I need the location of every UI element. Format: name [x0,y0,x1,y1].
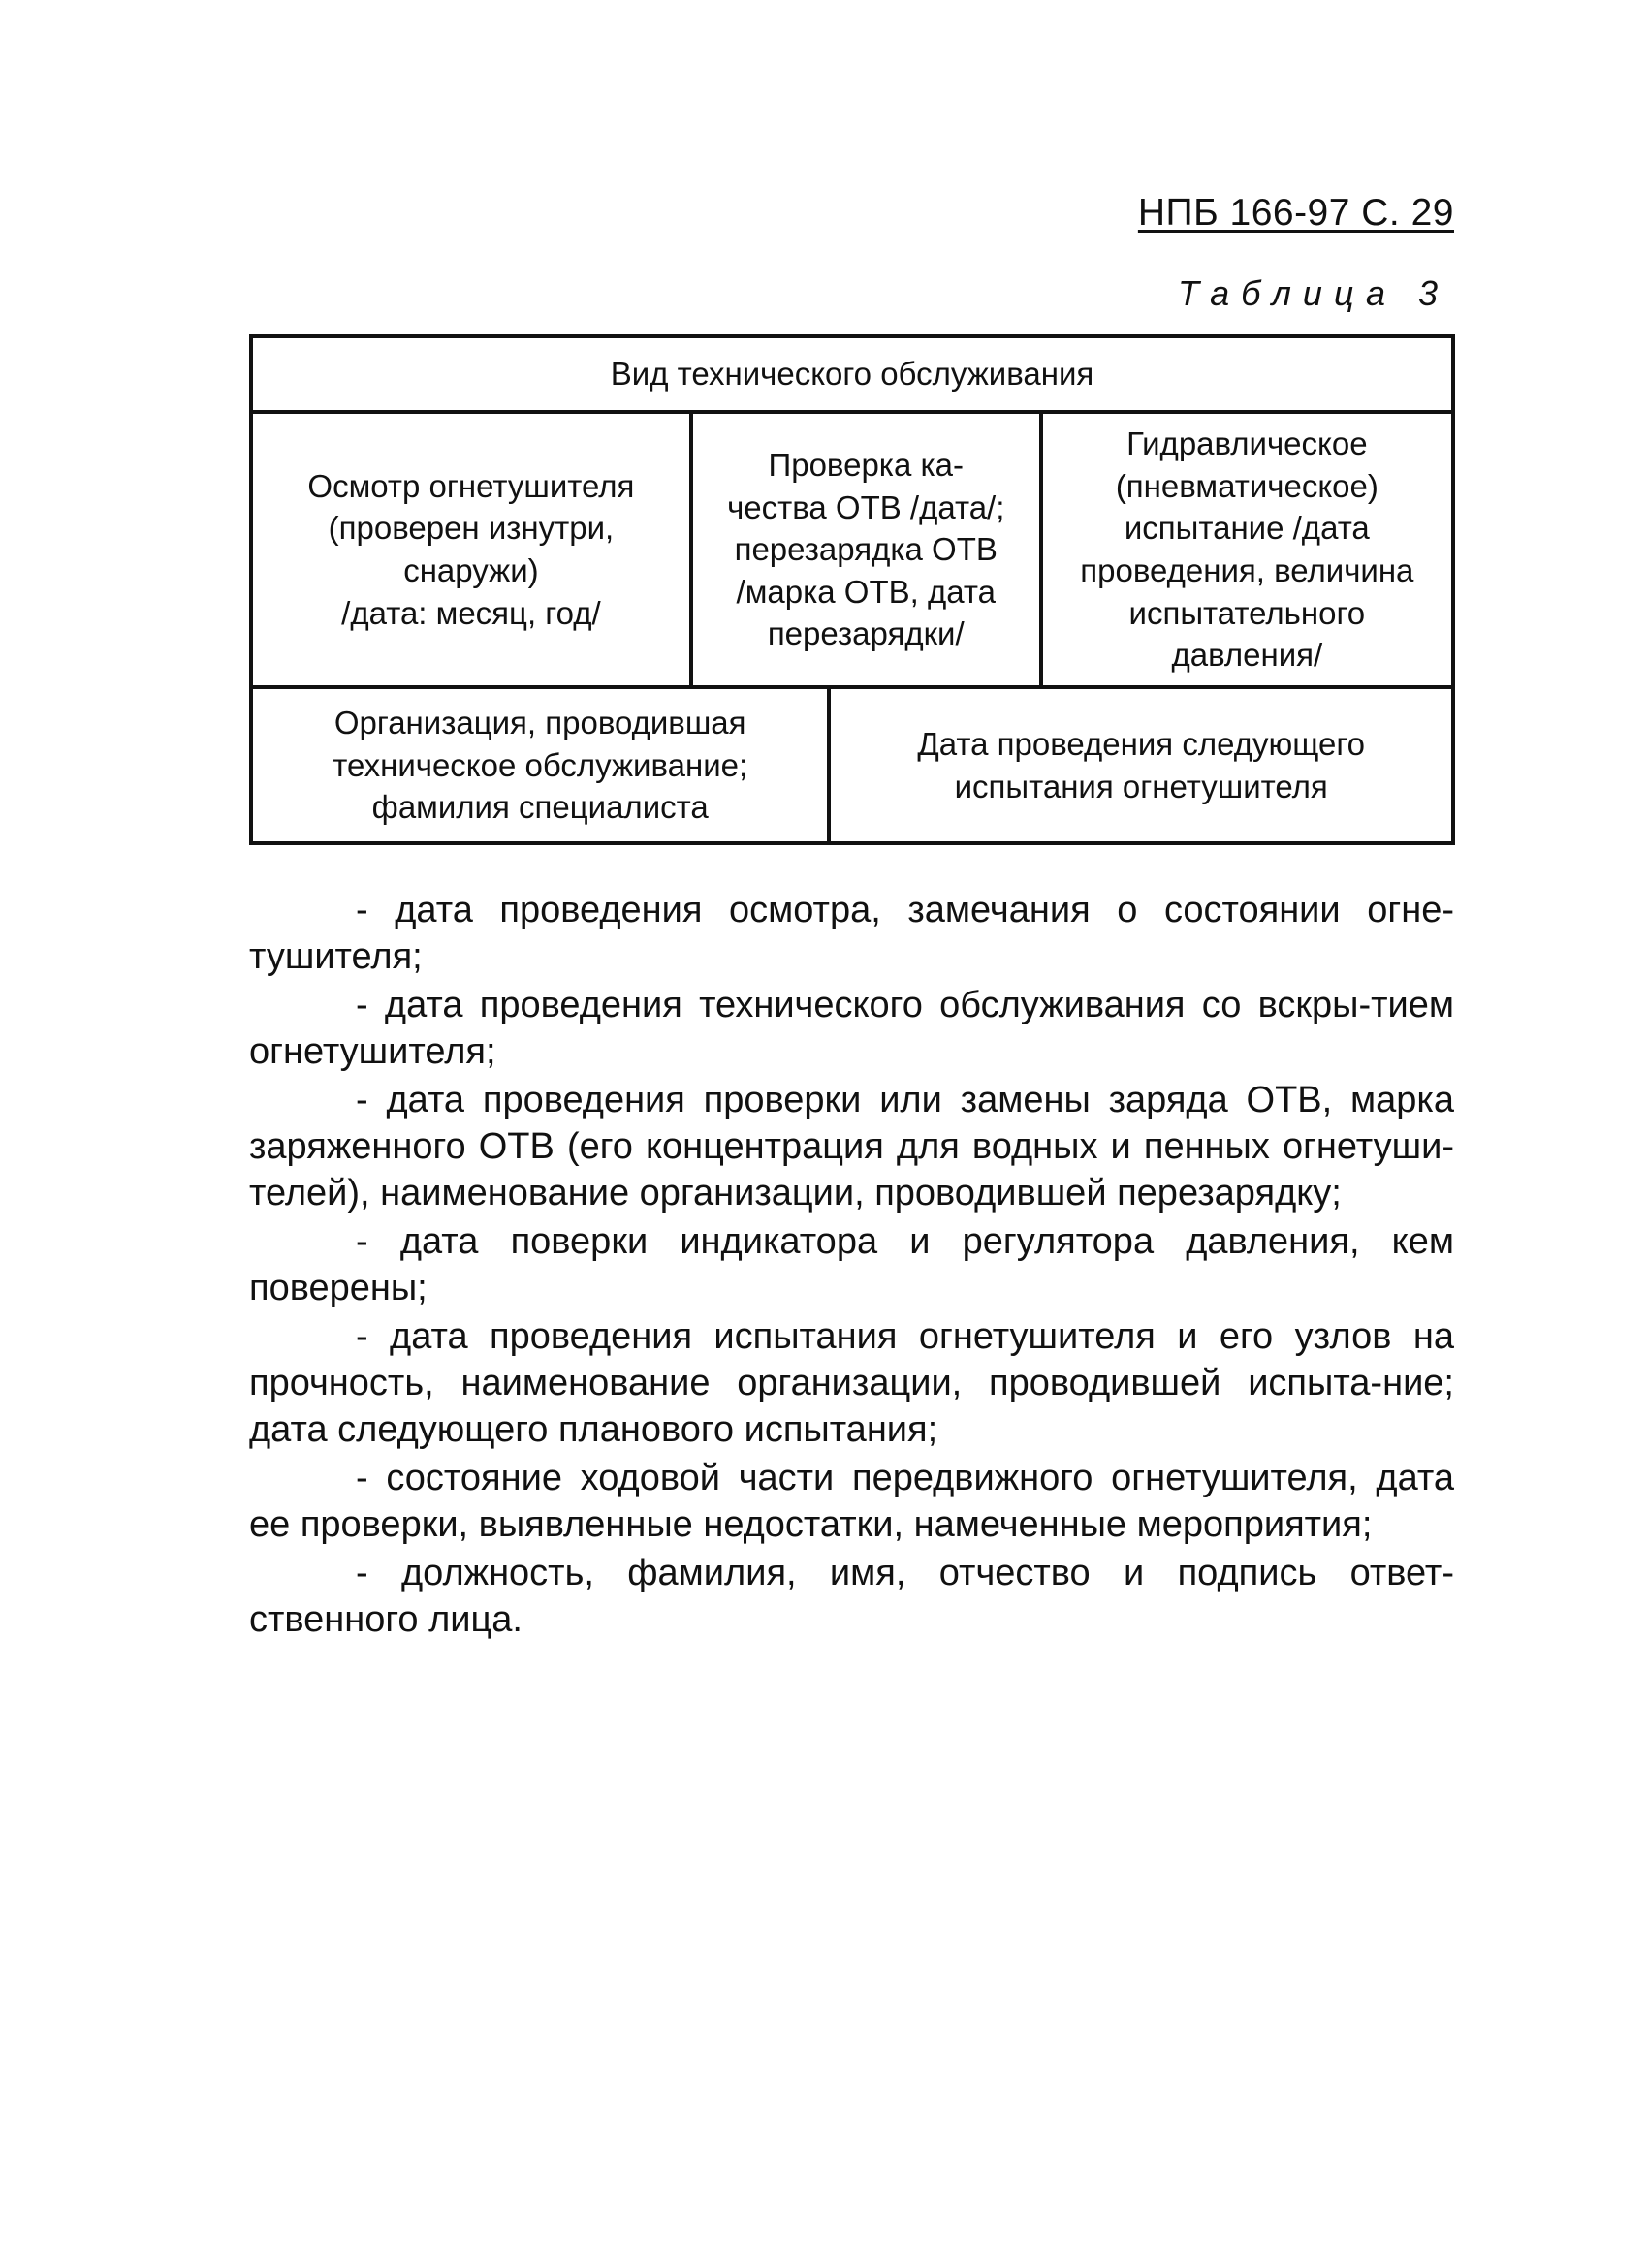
cell-line: фамилия специалиста [371,789,709,826]
list-item: - дата проведения технического обслуживания со вскры-тием огнетушителя; [249,985,1454,1072]
cell-line: /марка ОТВ, дата [736,573,996,610]
cell-line: Дата проведения следующего [917,725,1366,762]
list-item: - дата проведения испытания огнетушителя и его узлов на прочность, наименование организации, проводившей испыта-ние; дата следующего планового испытания; [249,1316,1454,1450]
list-item: - дата поверки индикатора и регулятора давления, кем поверены; [249,1221,1454,1308]
cell-line: давления/ [1171,637,1323,674]
list-item: - должность, фамилия, имя, отчество и подпись ответ-ственного лица. [249,1553,1454,1640]
list-item: - дата проведения проверки или замены заряда ОТВ, марка заряженного ОТВ (его концентрация для водных и пенных огнетуши-телей), наименование организации, проводившей перезарядку; [249,1080,1454,1213]
cell-recharge-check [691,412,1041,687]
cell-hydraulic-test [1041,412,1453,687]
cell-line: (проверен изнутри, [328,510,615,547]
cell-next-test-date [829,687,1453,843]
table-header-cell: Вид технического обслуживания [251,336,1453,412]
table-row [251,412,1453,687]
cell-line: Гидравлическое [1126,425,1368,462]
cell-inspection [251,412,691,687]
cell-line: /дата: месяц, год/ [341,594,601,631]
cell-line: перезарядки/ [767,615,965,652]
cell-line: перезарядка ОТВ [734,531,998,568]
maintenance-table [249,334,1455,845]
cell-line: Осмотр огнетушителя [307,467,635,504]
cell-line: техническое обслуживание; [333,746,748,783]
table-label: Таблица 3 [1177,273,1449,313]
cell-line: испытательного [1128,594,1366,631]
list-item: - состояние ходовой части передвижного огнетушителя, дата ее проверки, выявленные недостатки, намеченные мероприятия; [249,1458,1454,1545]
cell-line: снаружи) [403,552,539,588]
cell-line: Проверка ка- [768,447,964,484]
page-header: НПБ 166-97 С. 29 [1137,192,1454,234]
body-text [249,887,1454,1645]
cell-line: Организация, проводившая [333,705,746,741]
table-row [251,687,1453,843]
cell-line: испытания огнетушителя [954,768,1328,804]
cell-line: испытание /дата [1124,510,1370,547]
cell-line: проведения, величина [1080,552,1414,588]
table-header-row [251,336,1453,412]
cell-organization [251,687,829,843]
cell-line: (пневматическое) [1115,467,1379,504]
list-item: - дата проведения осмотра, замечания о состоянии огне-тушителя; [249,890,1454,977]
cell-line: чества ОТВ /дата/; [727,488,1005,525]
